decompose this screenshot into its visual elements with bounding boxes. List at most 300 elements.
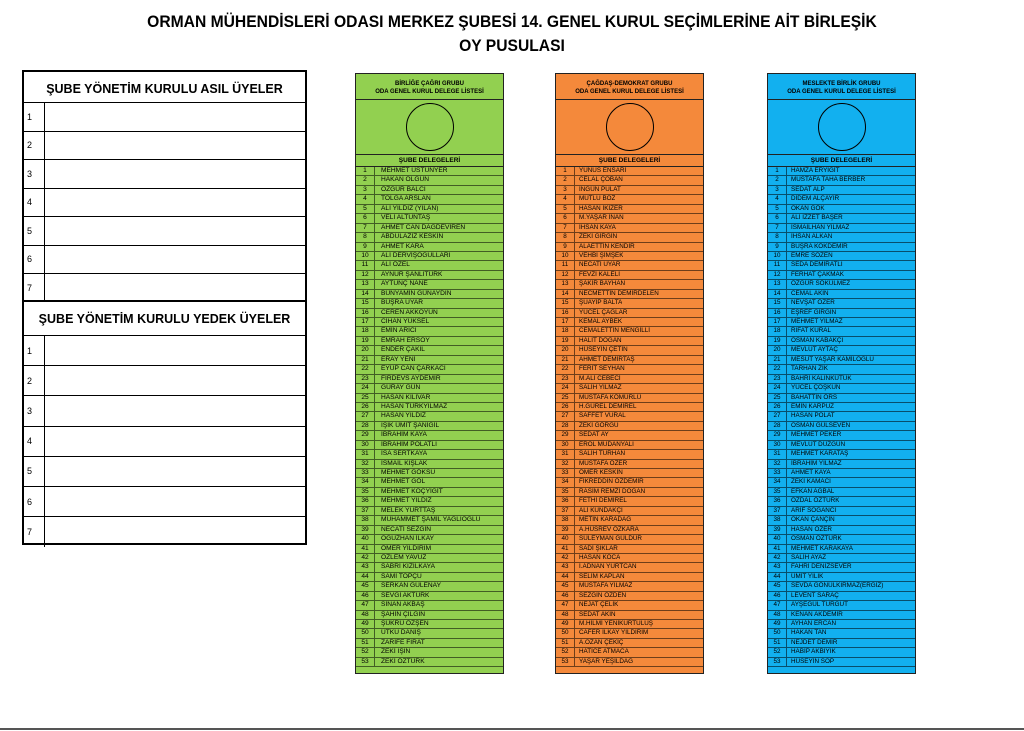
ballot-header bbox=[768, 74, 915, 100]
candidate-name: H.GÜREL DEMİREL bbox=[579, 402, 637, 410]
candidate-name: BAHRİ KALINKÜTÜK bbox=[791, 374, 852, 382]
candidate-name: NECATİ SEZGİN bbox=[381, 525, 432, 533]
vote-circle[interactable] bbox=[606, 103, 654, 151]
candidate-number: 44 bbox=[768, 573, 787, 581]
member-row bbox=[24, 160, 305, 189]
row-number: 4 bbox=[24, 427, 45, 456]
candidate-row bbox=[768, 488, 915, 497]
candidate-row bbox=[556, 337, 703, 346]
candidate-name: ŞÜKRÜ ÖZŞEN bbox=[381, 620, 429, 627]
member-row bbox=[24, 457, 305, 487]
candidate-row bbox=[768, 261, 915, 270]
candidate-number: 41 bbox=[356, 545, 375, 553]
candidate-name: OSMAN ÖZTÜRK bbox=[791, 535, 842, 543]
candidate-number: 15 bbox=[768, 299, 787, 307]
candidate-row bbox=[356, 431, 503, 440]
candidate-row bbox=[356, 412, 503, 421]
candidate-number: 14 bbox=[556, 290, 575, 298]
title-line-1: ORMAN MÜHENDİSLERİ ODASI MERKEZ ŞUBESİ 14. GENEL KURUL SEÇİMLERİNE AİT BİRLEŞİK bbox=[147, 12, 877, 31]
candidate-number: 19 bbox=[768, 337, 787, 345]
candidate-name: AHMET DEMİRTAŞ bbox=[579, 355, 635, 363]
candidate-name: İHSAN KAYA bbox=[579, 223, 616, 231]
candidate-name: FAHRİ DENİZSEVER bbox=[791, 563, 852, 571]
candidate-row bbox=[356, 375, 503, 384]
candidate-name: AYNUR ŞANLITÜRK bbox=[381, 270, 443, 278]
candidate-name: SALİH YILMAZ bbox=[579, 384, 622, 392]
candidate-row bbox=[356, 629, 503, 638]
candidate-number: 32 bbox=[556, 460, 575, 468]
member-row bbox=[24, 103, 305, 132]
candidate-row bbox=[768, 460, 915, 469]
candidate-number: 10 bbox=[356, 252, 375, 260]
candidate-name: AHMET KARA bbox=[381, 242, 424, 250]
candidate-number: 34 bbox=[356, 478, 375, 486]
candidate-number: 12 bbox=[356, 271, 375, 279]
candidate-row bbox=[768, 394, 915, 403]
candidate-row bbox=[768, 224, 915, 233]
candidate-number: 35 bbox=[556, 488, 575, 496]
candidate-number: 15 bbox=[356, 299, 375, 307]
candidate-name: SALİH TURHAN bbox=[579, 450, 626, 458]
candidate-row bbox=[556, 497, 703, 506]
candidate-row bbox=[556, 403, 703, 412]
candidate-name: CELAL ÇOBAN bbox=[579, 176, 623, 184]
candidate-row bbox=[768, 167, 915, 176]
candidate-name: OĞUZHAN İLKAY bbox=[381, 535, 435, 543]
candidate-number: 42 bbox=[356, 554, 375, 562]
candidate-name: SELİM KAPLAN bbox=[579, 572, 625, 580]
candidate-name: HASAN İKİZER bbox=[579, 204, 623, 212]
candidate-row bbox=[356, 365, 503, 374]
candidate-number: 19 bbox=[356, 337, 375, 345]
candidate-row bbox=[556, 346, 703, 355]
candidate-number: 20 bbox=[768, 346, 787, 354]
candidate-number: 40 bbox=[768, 535, 787, 543]
candidate-row bbox=[356, 167, 503, 176]
candidate-name: CEMAL AKIN bbox=[791, 289, 829, 297]
candidate-number: 9 bbox=[768, 243, 787, 251]
candidate-row bbox=[768, 365, 915, 374]
write-in-cell[interactable] bbox=[45, 396, 305, 425]
candidate-name: ÖZGÜR BALCI bbox=[381, 185, 426, 193]
candidate-name: ZARİFE FIRAT bbox=[381, 638, 425, 646]
candidate-number: 22 bbox=[556, 365, 575, 373]
candidate-number: 3 bbox=[768, 186, 787, 194]
write-in-cell[interactable] bbox=[45, 246, 305, 274]
candidate-number: 30 bbox=[556, 441, 575, 449]
candidate-name: M.ALİ CEBECİ bbox=[579, 374, 621, 382]
candidate-row bbox=[556, 252, 703, 261]
candidate-number: 12 bbox=[556, 271, 575, 279]
candidate-number: 43 bbox=[768, 563, 787, 571]
candidate-row bbox=[768, 243, 915, 252]
candidate-row bbox=[356, 299, 503, 308]
candidate-name: EYÜP CAN ÇARKACI bbox=[381, 365, 446, 373]
candidate-number: 37 bbox=[768, 507, 787, 515]
candidate-number: 18 bbox=[768, 327, 787, 335]
candidate-row bbox=[768, 280, 915, 289]
candidate-number: 35 bbox=[356, 488, 375, 496]
candidate-row bbox=[768, 327, 915, 336]
candidate-number: 47 bbox=[768, 601, 787, 609]
group-list-title: ODA GENEL KURUL DELEGE LİSTESİ bbox=[575, 89, 684, 95]
candidate-number: 2 bbox=[356, 176, 375, 184]
candidate-row bbox=[356, 545, 503, 554]
candidate-number: 11 bbox=[356, 261, 375, 269]
candidate-row bbox=[768, 356, 915, 365]
candidate-row bbox=[356, 280, 503, 289]
candidate-name: SEDAT AKIN bbox=[579, 610, 616, 618]
candidate-name: CAFER İLKAY YILDIRIM bbox=[579, 629, 649, 637]
ballot-header bbox=[356, 74, 503, 100]
candidate-number: 21 bbox=[356, 356, 375, 364]
candidate-name: AYHAN ERCAN bbox=[791, 620, 837, 627]
candidate-row bbox=[356, 337, 503, 346]
candidate-name: CİHAN YÜKSEL bbox=[381, 318, 430, 325]
candidate-row bbox=[556, 327, 703, 336]
candidate-row bbox=[768, 186, 915, 195]
write-in-cell[interactable] bbox=[45, 366, 305, 395]
candidate-row bbox=[356, 601, 503, 610]
candidate-name: YÜCEL ÇOŞKUN bbox=[791, 384, 841, 392]
candidate-name: MUHAMMET ŞAMİL YAĞLIOĞLU bbox=[381, 516, 481, 524]
candidate-row bbox=[356, 460, 503, 469]
candidate-row bbox=[356, 243, 503, 252]
candidate-row bbox=[556, 290, 703, 299]
candidate-row bbox=[768, 176, 915, 185]
write-in-cell[interactable] bbox=[45, 487, 305, 516]
candidate-row bbox=[556, 545, 703, 554]
candidate-number: 13 bbox=[356, 280, 375, 288]
candidate-number: 4 bbox=[556, 195, 575, 203]
yedek-members-heading: ŞUBE YÖNETİM KURULU YEDEK ÜYELER bbox=[24, 302, 305, 336]
candidate-name: EROL MUDANYALI bbox=[579, 440, 634, 448]
candidate-name: YUNUS ENSARİ bbox=[579, 167, 627, 174]
candidate-row bbox=[356, 582, 503, 591]
candidate-name: BAHATTİN ÖRS bbox=[791, 393, 838, 401]
candidate-number: 17 bbox=[768, 318, 787, 326]
candidate-number: 42 bbox=[768, 554, 787, 562]
candidate-row bbox=[768, 299, 915, 308]
candidate-row bbox=[556, 469, 703, 478]
candidate-name: NEVŞAT ÖZER bbox=[791, 299, 835, 307]
member-row bbox=[24, 274, 305, 303]
candidate-name: FERİT SEYHAN bbox=[579, 365, 625, 373]
candidate-row bbox=[556, 394, 703, 403]
yedek-members-rows bbox=[24, 336, 305, 547]
candidate-name: MESUT YAŞAR KAMİLOĞLU bbox=[791, 355, 874, 363]
candidate-number: 16 bbox=[768, 309, 787, 317]
candidate-row bbox=[768, 252, 915, 261]
candidate-name: OSMAN KABAKÇI bbox=[791, 336, 844, 344]
candidate-name: ENDER ÇAKIL bbox=[381, 346, 425, 354]
candidate-row bbox=[356, 309, 503, 318]
candidate-name: DİDEM ALÇAYIR bbox=[791, 195, 840, 203]
candidate-name: SEZGİN ÖZDEN bbox=[579, 591, 627, 599]
candidate-name: ARİF SOĞANCI bbox=[791, 506, 837, 514]
candidate-name: MEVLÜT AYTAÇ bbox=[791, 346, 838, 354]
write-in-cell[interactable] bbox=[45, 189, 305, 217]
candidate-name: BUŞRA KÖKDEMİR bbox=[791, 242, 848, 250]
candidate-name: ALİ İZZET BAŞER bbox=[791, 214, 843, 222]
candidate-row bbox=[356, 478, 503, 487]
ballot-subheading: ŞUBE DELEGELERİ bbox=[768, 155, 915, 167]
candidate-number: 47 bbox=[556, 601, 575, 609]
candidate-row bbox=[768, 563, 915, 572]
candidate-name: NECATİ UYAR bbox=[579, 261, 621, 269]
candidate-number: 46 bbox=[556, 592, 575, 600]
candidate-row bbox=[556, 639, 703, 648]
write-in-cell[interactable] bbox=[45, 160, 305, 188]
candidate-name: HÜSEYİN SOP bbox=[791, 657, 835, 665]
candidate-row bbox=[768, 412, 915, 421]
candidate-name: HÜSEYİN ÇETİN bbox=[579, 346, 628, 354]
candidate-row bbox=[556, 261, 703, 270]
candidate-number: 49 bbox=[768, 620, 787, 628]
write-in-cell[interactable] bbox=[45, 427, 305, 456]
candidate-name: SÜLEYMAN GÜLDÜR bbox=[579, 535, 642, 543]
candidate-number: 33 bbox=[768, 469, 787, 477]
candidate-row bbox=[556, 450, 703, 459]
candidate-name: ABDULAZİZ KESKİN bbox=[381, 233, 444, 241]
candidate-name: HASAN TÜRKYILMAZ bbox=[381, 402, 448, 410]
candidate-number: 53 bbox=[356, 658, 375, 666]
candidate-name: ÜMİT YILIK bbox=[791, 572, 824, 580]
candidate-row bbox=[768, 318, 915, 327]
candidate-number: 50 bbox=[556, 629, 575, 637]
candidate-number: 31 bbox=[556, 450, 575, 458]
candidate-name: İNGÜN PULAT bbox=[579, 185, 621, 193]
candidate-row bbox=[768, 375, 915, 384]
candidate-number: 23 bbox=[768, 375, 787, 383]
candidate-row bbox=[768, 601, 915, 610]
candidate-row bbox=[556, 205, 703, 214]
candidate-name: FEVZİ KALELİ bbox=[579, 270, 620, 278]
candidate-row bbox=[356, 611, 503, 620]
candidate-number: 5 bbox=[556, 205, 575, 213]
candidate-number: 40 bbox=[556, 535, 575, 543]
candidate-number: 50 bbox=[768, 629, 787, 637]
candidate-row bbox=[768, 497, 915, 506]
candidate-row bbox=[556, 611, 703, 620]
candidate-number: 47 bbox=[356, 601, 375, 609]
candidate-row bbox=[768, 195, 915, 204]
candidate-row bbox=[768, 290, 915, 299]
candidate-number: 24 bbox=[356, 384, 375, 392]
candidate-row bbox=[356, 327, 503, 336]
candidate-number: 46 bbox=[768, 592, 787, 600]
candidate-number: 45 bbox=[556, 582, 575, 590]
asil-members-heading: ŞUBE YÖNETİM KURULU ASIL ÜYELER bbox=[24, 72, 305, 103]
candidate-row bbox=[556, 375, 703, 384]
candidate-row bbox=[556, 186, 703, 195]
candidate-number: 20 bbox=[556, 346, 575, 354]
write-in-cell[interactable] bbox=[45, 336, 305, 365]
candidate-name: FİKREDDİN ÖZDEMİR bbox=[579, 478, 644, 486]
candidate-row bbox=[356, 507, 503, 516]
candidate-number: 15 bbox=[556, 299, 575, 307]
candidate-row bbox=[356, 195, 503, 204]
candidate-row bbox=[356, 526, 503, 535]
member-row bbox=[24, 336, 305, 366]
candidate-row bbox=[356, 186, 503, 195]
candidate-row bbox=[356, 224, 503, 233]
candidate-name: SADİ ŞIKLAR bbox=[579, 544, 618, 552]
candidate-number: 10 bbox=[556, 252, 575, 260]
candidate-number: 7 bbox=[356, 224, 375, 232]
candidate-row bbox=[556, 233, 703, 242]
page-bottom-rule bbox=[0, 728, 1024, 730]
vote-circle[interactable] bbox=[406, 103, 454, 151]
candidate-number: 45 bbox=[356, 582, 375, 590]
candidate-row bbox=[556, 299, 703, 308]
candidate-name: İ.ADNAN YURTCAN bbox=[579, 563, 637, 571]
candidate-row bbox=[556, 648, 703, 657]
candidate-number: 24 bbox=[768, 384, 787, 392]
row-number: 4 bbox=[24, 189, 45, 217]
candidate-name: YÜCEL ÇAĞLAR bbox=[579, 308, 628, 316]
candidate-number: 52 bbox=[356, 648, 375, 656]
candidate-number: 32 bbox=[768, 460, 787, 468]
asil-members-rows bbox=[24, 103, 305, 303]
candidate-row bbox=[556, 573, 703, 582]
candidate-row bbox=[556, 243, 703, 252]
candidate-number: 13 bbox=[768, 280, 787, 288]
candidate-number: 17 bbox=[556, 318, 575, 326]
row-number: 2 bbox=[24, 132, 45, 160]
document-title bbox=[41, 10, 983, 58]
write-in-cell[interactable] bbox=[45, 132, 305, 160]
candidate-name: İSA SERTKAYA bbox=[381, 450, 428, 458]
candidate-name: İHSAN ALKAN bbox=[791, 233, 833, 241]
candidate-number: 2 bbox=[556, 176, 575, 184]
candidate-number: 41 bbox=[768, 545, 787, 553]
candidate-row bbox=[356, 554, 503, 563]
write-in-cell[interactable] bbox=[45, 274, 305, 303]
candidate-number: 36 bbox=[768, 497, 787, 505]
candidate-name: EMİN KARPUZ bbox=[791, 402, 835, 410]
candidate-number: 51 bbox=[768, 639, 787, 647]
ballot-header bbox=[556, 74, 703, 100]
candidate-name: SEVGİ AKTÜRK bbox=[381, 591, 430, 599]
candidate-row bbox=[768, 403, 915, 412]
candidate-number: 9 bbox=[556, 243, 575, 251]
candidate-row bbox=[768, 545, 915, 554]
group-name: MESLEKTE BİRLİK GRUBU bbox=[802, 81, 881, 87]
candidate-name: LEVENT SARAÇ bbox=[791, 591, 839, 599]
candidate-number: 39 bbox=[768, 526, 787, 534]
candidate-number: 16 bbox=[556, 309, 575, 317]
candidate-name: ZEKİ GİRGİN bbox=[579, 233, 618, 241]
candidate-row bbox=[356, 394, 503, 403]
candidate-row bbox=[768, 629, 915, 638]
candidate-row bbox=[556, 658, 703, 667]
candidate-number: 27 bbox=[556, 412, 575, 420]
candidate-number: 10 bbox=[768, 252, 787, 260]
candidate-row bbox=[768, 271, 915, 280]
write-in-cell[interactable] bbox=[45, 457, 305, 486]
candidate-name: HASAN KILIVAR bbox=[381, 393, 431, 401]
candidate-name: EMRAH ERSOY bbox=[381, 336, 430, 344]
candidate-name: MEHMET KARATAŞ bbox=[791, 450, 849, 458]
candidate-number: 4 bbox=[768, 195, 787, 203]
candidate-name: HASAN KOCA bbox=[579, 553, 621, 561]
write-in-cell[interactable] bbox=[45, 517, 305, 547]
vote-circle[interactable] bbox=[818, 103, 866, 151]
candidate-row bbox=[556, 478, 703, 487]
candidate-name: HABİP AKBIYIK bbox=[791, 648, 836, 656]
candidate-name: RASİM REMZİ DOĞAN bbox=[579, 487, 646, 495]
candidate-name: ALİ KUNDAKÇI bbox=[579, 506, 623, 514]
candidate-row bbox=[556, 535, 703, 544]
candidate-number: 12 bbox=[768, 271, 787, 279]
candidate-row bbox=[356, 384, 503, 393]
candidate-number: 18 bbox=[356, 327, 375, 335]
ballot-cagdas-demokrat bbox=[555, 73, 704, 674]
candidate-number: 38 bbox=[356, 516, 375, 524]
candidate-row bbox=[768, 648, 915, 657]
candidate-name: M.YAŞAR İNAN bbox=[579, 214, 624, 222]
write-in-cell[interactable] bbox=[45, 103, 305, 131]
candidate-name: OKAN ÇANÇİN bbox=[791, 516, 835, 524]
candidate-name: BÜNYAMİN GÜNAYDIN bbox=[381, 289, 452, 297]
candidate-number: 25 bbox=[556, 394, 575, 402]
candidate-row bbox=[556, 422, 703, 431]
member-row bbox=[24, 487, 305, 517]
candidate-number: 37 bbox=[356, 507, 375, 515]
candidate-row bbox=[768, 516, 915, 525]
candidate-name: ÜTKU DANIŞ bbox=[381, 629, 421, 637]
candidate-number: 52 bbox=[556, 648, 575, 656]
candidate-name: IŞIK ÜMİT ŞANİGİL bbox=[381, 421, 440, 429]
candidate-row bbox=[768, 592, 915, 601]
candidate-name: SALİH AYAZ bbox=[791, 553, 827, 561]
write-in-cell[interactable] bbox=[45, 217, 305, 245]
candidate-number: 25 bbox=[356, 394, 375, 402]
ballot-subheading: ŞUBE DELEGELERİ bbox=[556, 155, 703, 167]
candidate-row bbox=[556, 195, 703, 204]
row-number: 3 bbox=[24, 160, 45, 188]
candidate-number: 6 bbox=[356, 214, 375, 222]
candidate-list bbox=[356, 167, 503, 667]
candidate-name: NEJAT ÇELİK bbox=[579, 601, 619, 609]
candidate-number: 33 bbox=[556, 469, 575, 477]
candidate-number: 43 bbox=[356, 563, 375, 571]
candidate-number: 53 bbox=[556, 658, 575, 666]
candidate-row bbox=[556, 516, 703, 525]
candidate-number: 49 bbox=[556, 620, 575, 628]
candidate-number: 30 bbox=[356, 441, 375, 449]
candidate-number: 31 bbox=[768, 450, 787, 458]
candidate-name: HALİT DOĞAN bbox=[579, 336, 622, 344]
candidate-name: ALİ DERVİŞOĞULLARI bbox=[381, 251, 451, 259]
candidate-name: KENAN AKDEMİR bbox=[791, 610, 843, 618]
candidate-row bbox=[768, 478, 915, 487]
candidate-row bbox=[556, 318, 703, 327]
candidate-name: İSMAİL KIŞLAK bbox=[381, 459, 428, 467]
candidate-name: İBRAHİM POLATLI bbox=[381, 440, 437, 448]
candidate-number: 36 bbox=[556, 497, 575, 505]
member-row bbox=[24, 517, 305, 547]
candidate-row bbox=[556, 356, 703, 365]
member-row bbox=[24, 132, 305, 161]
member-row bbox=[24, 366, 305, 396]
candidate-number: 2 bbox=[768, 176, 787, 184]
candidate-name: TARHAN ZİK bbox=[791, 365, 828, 373]
group-list-title: ODA GENEL KURUL DELEGE LİSTESİ bbox=[787, 89, 896, 95]
candidate-row bbox=[556, 309, 703, 318]
candidate-name: AHMET CAN DAĞDEVİREN bbox=[381, 223, 466, 231]
